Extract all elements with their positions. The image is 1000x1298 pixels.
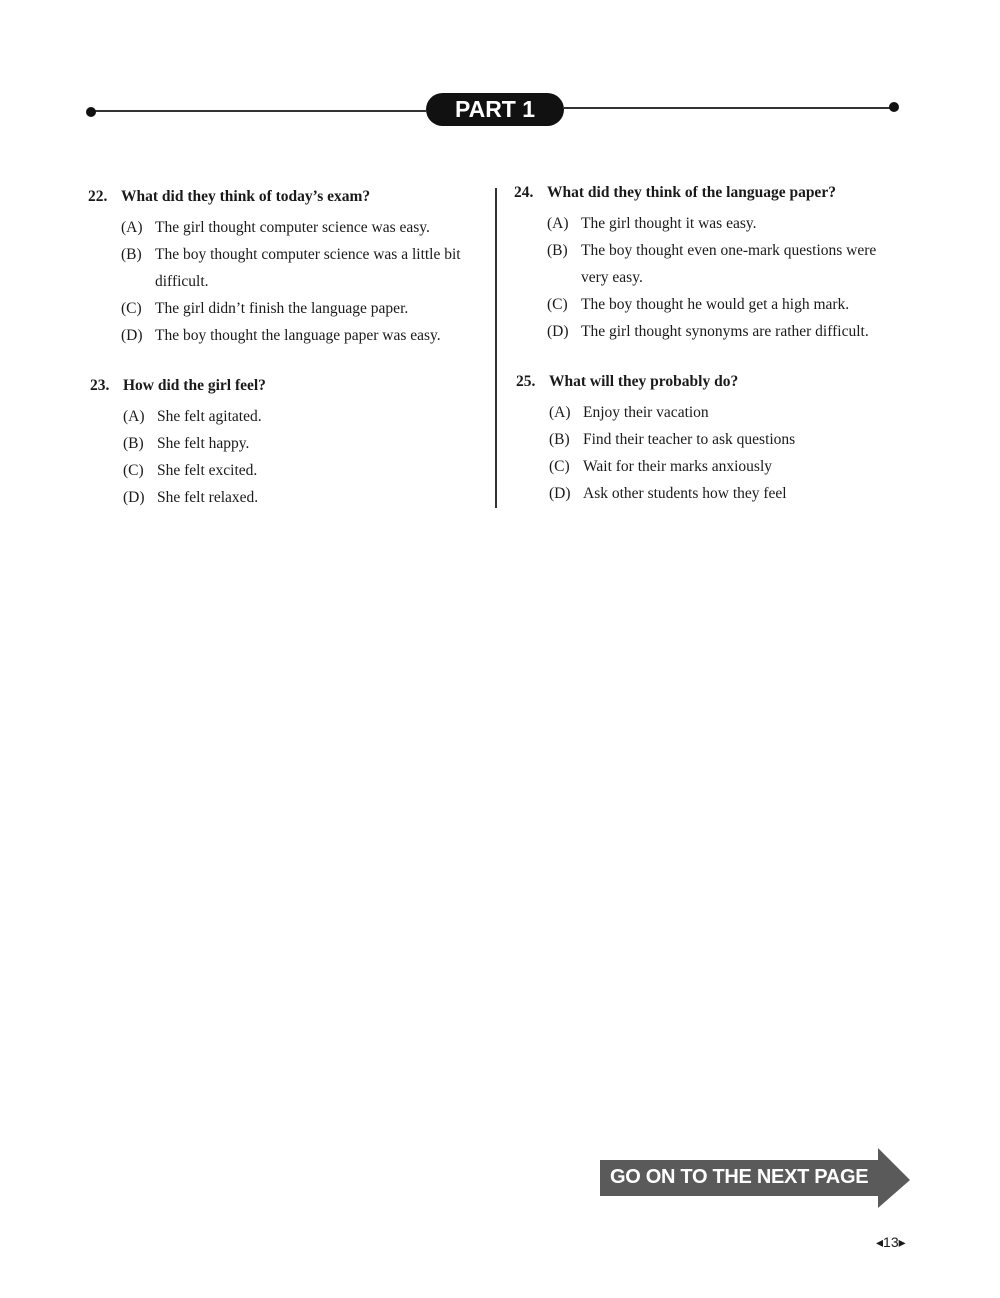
answer-option bbox=[123, 457, 487, 484]
question-stem bbox=[88, 188, 485, 214]
question-22 bbox=[88, 188, 485, 349]
option-text: The boy thought computer science was a little bit bbox=[155, 246, 461, 263]
answer-option bbox=[123, 403, 487, 430]
part-title: PART 1 bbox=[426, 93, 564, 126]
question-number: 25. bbox=[516, 373, 536, 390]
answer-option bbox=[123, 484, 487, 511]
option-text: Ask other students how they feel bbox=[583, 485, 787, 502]
answer-option bbox=[549, 453, 913, 480]
answer-option bbox=[547, 291, 911, 318]
option-letter: (A) bbox=[547, 215, 569, 232]
question-23 bbox=[90, 377, 487, 511]
option-letter: (A) bbox=[121, 219, 143, 236]
question-24 bbox=[514, 184, 911, 345]
option-letter: (C) bbox=[123, 462, 144, 479]
option-letter: (C) bbox=[121, 300, 142, 317]
option-letter: (A) bbox=[123, 408, 145, 425]
option-text: Wait for their marks anxiously bbox=[583, 458, 773, 475]
option-letter: (D) bbox=[549, 485, 571, 502]
question-stem bbox=[516, 373, 913, 399]
option-letter: (D) bbox=[121, 327, 143, 344]
option-text: She felt happy. bbox=[157, 435, 250, 452]
option-text: Enjoy their vacation bbox=[583, 404, 709, 421]
answer-option bbox=[547, 237, 911, 291]
answer-option bbox=[121, 241, 485, 295]
option-letter: (B) bbox=[121, 246, 142, 263]
answer-option bbox=[549, 399, 913, 426]
next-page-label: GO ON TO THE NEXT PAGE bbox=[610, 1166, 869, 1188]
option-text: She felt excited. bbox=[157, 462, 258, 479]
column-divider bbox=[495, 188, 497, 508]
question-number: 23. bbox=[90, 377, 110, 394]
answer-option bbox=[121, 295, 485, 322]
question-25 bbox=[516, 373, 913, 507]
option-letter: (D) bbox=[547, 323, 569, 340]
question-stem bbox=[514, 184, 911, 210]
option-letter: (B) bbox=[547, 242, 568, 259]
rule-end-dot-left bbox=[86, 107, 96, 117]
answer-option bbox=[547, 318, 911, 345]
answer-option bbox=[121, 322, 485, 349]
option-text: The girl thought computer science was easy. bbox=[155, 219, 430, 236]
option-text: The boy thought he would get a high mark. bbox=[581, 296, 850, 313]
rule-end-dot-right bbox=[889, 102, 899, 112]
header-rule-right bbox=[564, 107, 894, 109]
option-letter: (A) bbox=[549, 404, 571, 421]
question-number: 24. bbox=[514, 184, 534, 201]
question-number: 22. bbox=[88, 188, 108, 205]
option-text: She felt agitated. bbox=[157, 408, 262, 425]
page-number: ◂13▸ bbox=[876, 1234, 906, 1250]
question-text: What did they think of the language paper? bbox=[547, 184, 836, 201]
option-text: Find their teacher to ask questions bbox=[583, 431, 796, 448]
option-letter: (B) bbox=[549, 431, 570, 448]
answer-option bbox=[549, 426, 913, 453]
option-text: The girl thought synonyms are rather difficult. bbox=[581, 323, 869, 340]
answer-option bbox=[549, 480, 913, 507]
option-text-continued: difficult. bbox=[155, 273, 209, 290]
page-number-value: 13 bbox=[883, 1234, 899, 1250]
option-text-continued: very easy. bbox=[581, 269, 643, 286]
option-letter: (B) bbox=[123, 435, 144, 452]
answer-option bbox=[121, 214, 485, 241]
answer-option bbox=[123, 430, 487, 457]
option-text: The girl didn’t finish the language paper. bbox=[155, 300, 409, 317]
option-text: The boy thought even one-mark questions were bbox=[581, 242, 877, 259]
header-rule-left bbox=[90, 110, 426, 112]
question-text: What did they think of today’s exam? bbox=[121, 188, 371, 205]
answer-option bbox=[547, 210, 911, 237]
option-text: The girl thought it was easy. bbox=[581, 215, 757, 232]
option-letter: (C) bbox=[549, 458, 570, 475]
option-letter: (C) bbox=[547, 296, 568, 313]
question-stem bbox=[90, 377, 487, 403]
question-text: How did the girl feel? bbox=[123, 377, 266, 394]
option-letter: (D) bbox=[123, 489, 145, 506]
option-text: The boy thought the language paper was easy. bbox=[155, 327, 441, 344]
option-text: She felt relaxed. bbox=[157, 489, 259, 506]
question-text: What will they probably do? bbox=[549, 373, 739, 390]
